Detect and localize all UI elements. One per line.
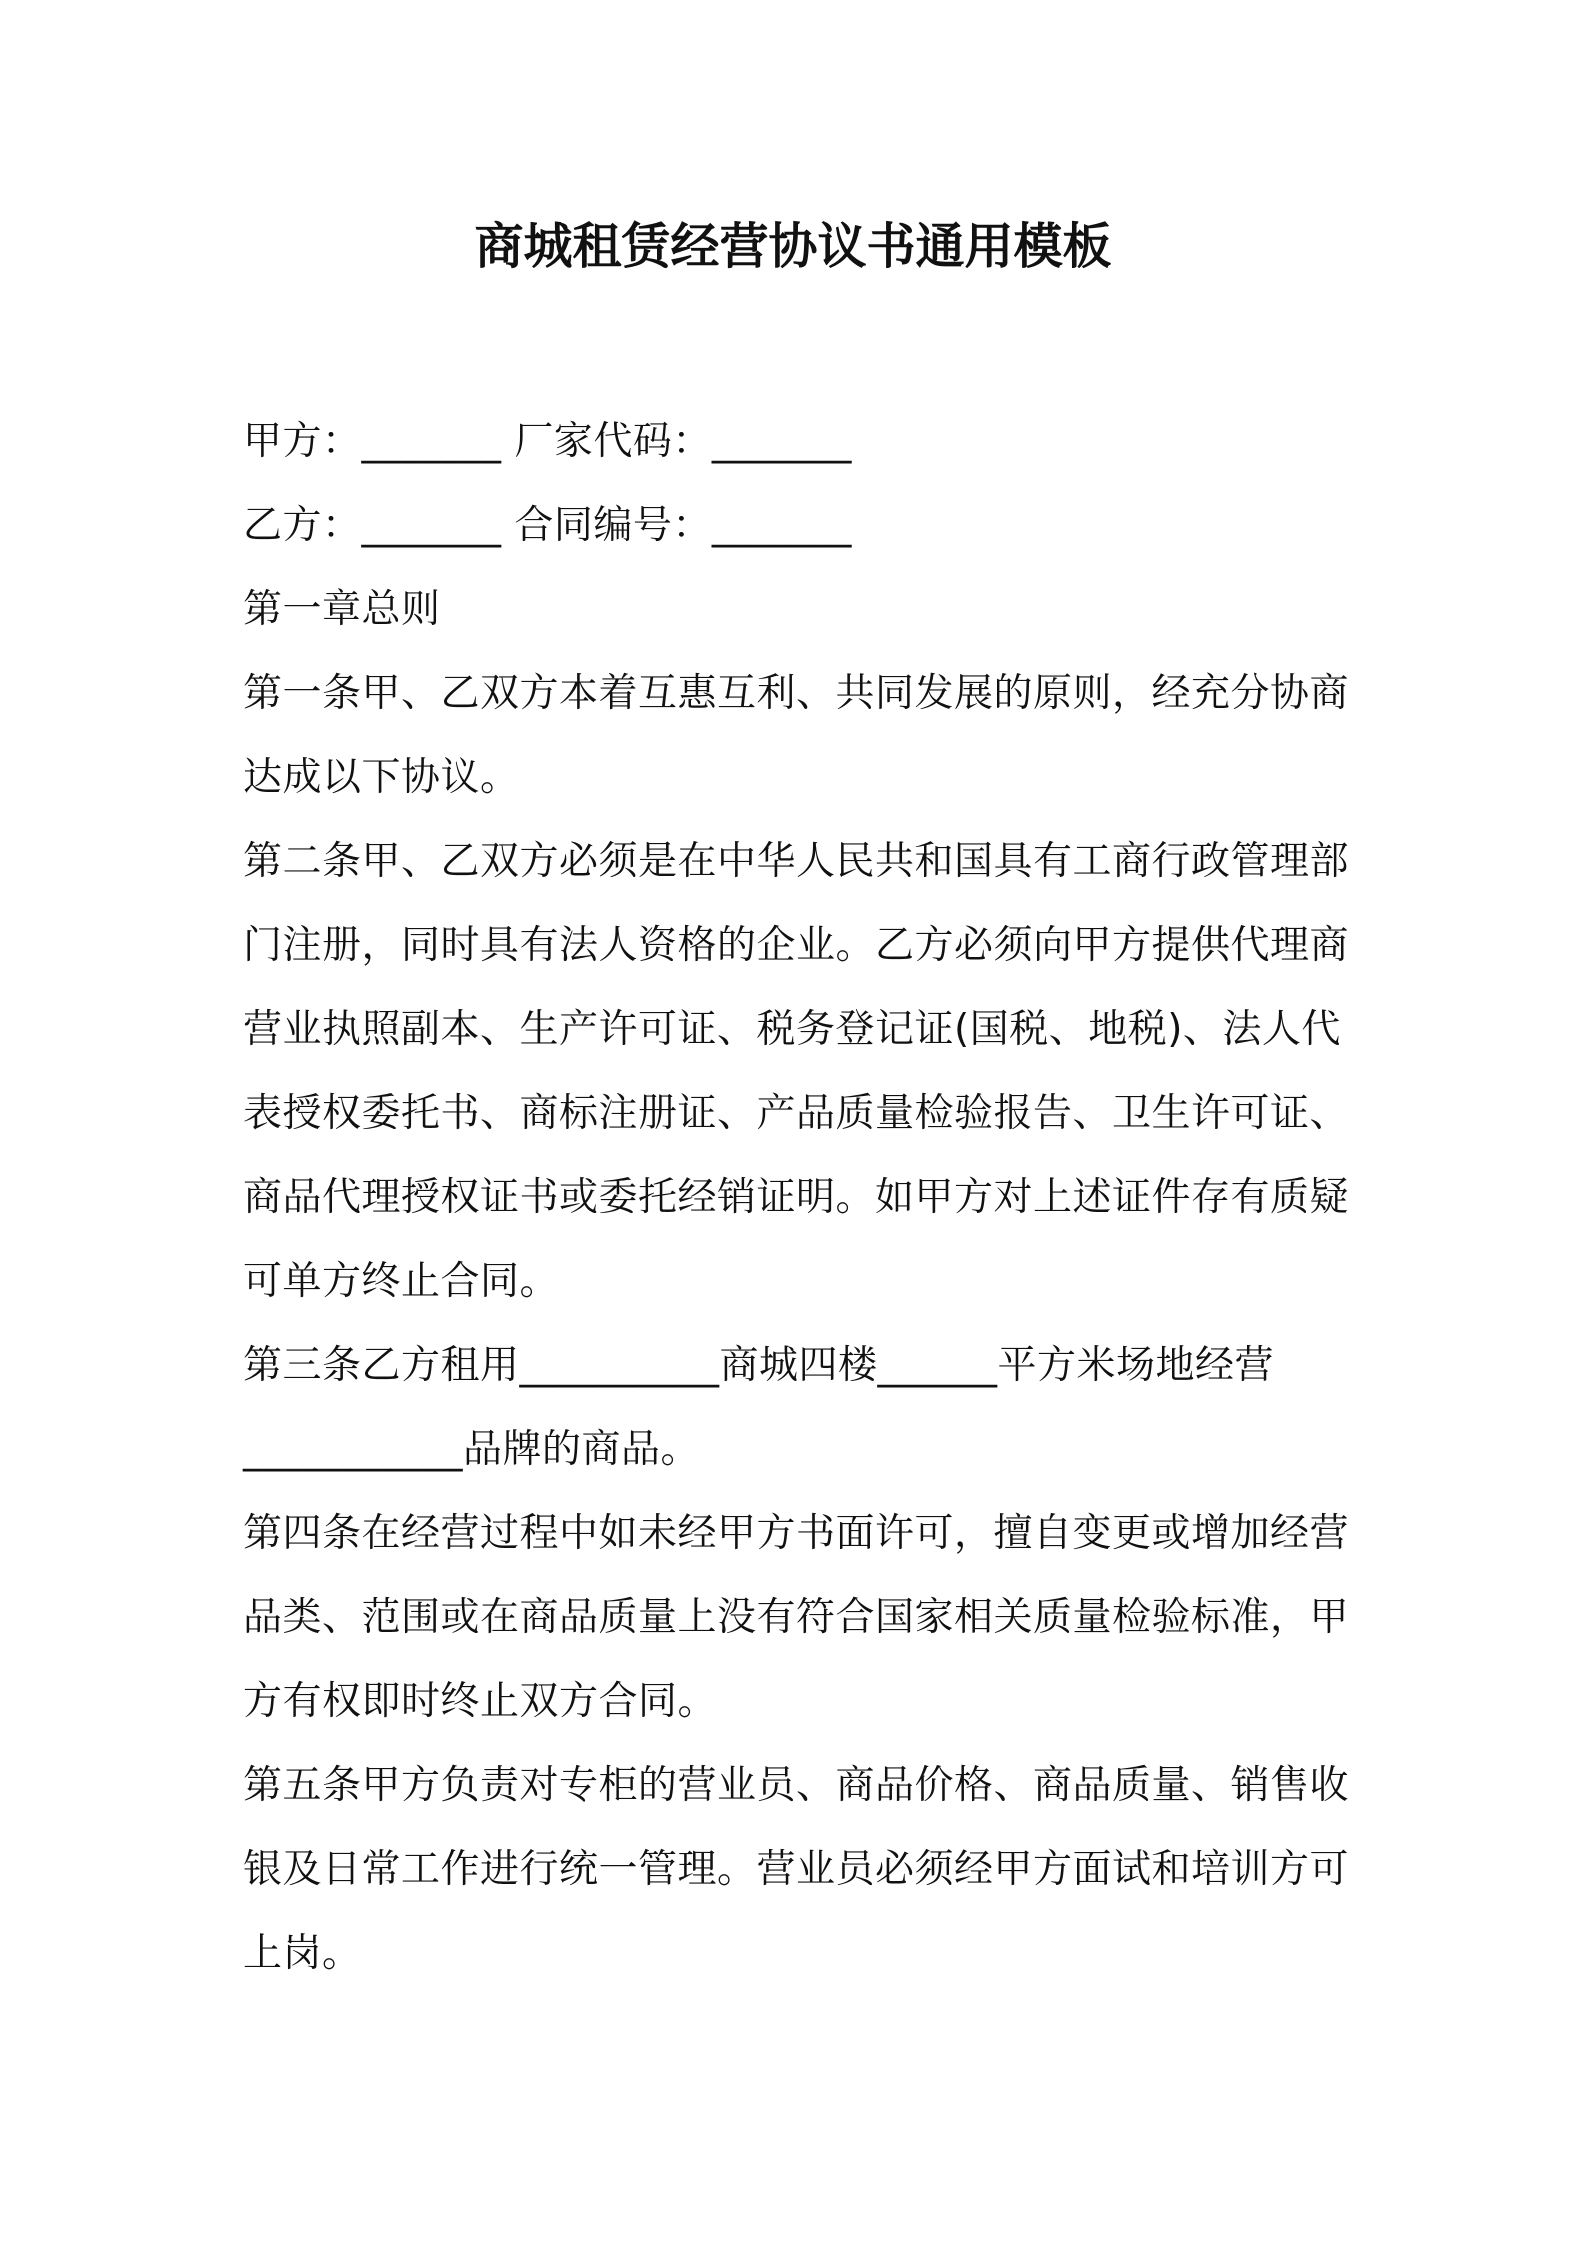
party-b-line: 乙方：_______ 合同编号：_______	[243, 503, 852, 548]
chapter-heading: 第一章总则	[243, 587, 441, 632]
article-2-line: 第二条甲、乙双方必须是在中华人民共和国具有工商行政管理部	[243, 839, 1350, 884]
article-1-line: 达成以下协议。	[243, 755, 520, 800]
article-2-line: 门注册，同时具有法人资格的企业。乙方必须向甲方提供代理商	[243, 923, 1350, 968]
article-2-line: 表授权委托书、商标注册证、产品质量检验报告、卫生许可证、	[243, 1091, 1350, 1136]
article-1-line: 第一条甲、乙双方本着互惠互利、共同发展的原则，经充分协商	[243, 671, 1350, 716]
document-body	[243, 400, 1353, 1996]
article-3-line: 第三条乙方租用__________商城四楼______平方米场地经营	[243, 1343, 1275, 1388]
article-5-line: 银及日常工作进行统一管理。营业员必须经甲方面试和培训方可	[243, 1847, 1350, 1892]
article-4-line: 第四条在经营过程中如未经甲方书面许可，擅自变更或增加经营	[243, 1511, 1350, 1556]
article-4-line: 品类、范围或在商品质量上没有符合国家相关质量检验标准，甲	[243, 1595, 1350, 1640]
article-5-line: 第五条甲方负责对专柜的营业员、商品价格、商品质量、销售收	[243, 1763, 1350, 1808]
party-a-line: 甲方：_______ 厂家代码：_______	[243, 419, 852, 464]
article-3-line: ___________品牌的商品。	[243, 1427, 701, 1472]
article-5-line: 上岗。	[243, 1931, 362, 1976]
document-title: 商城租赁经营协议书通用模板	[474, 218, 1112, 275]
article-4-line: 方有权即时终止双方合同。	[243, 1679, 718, 1724]
article-2-line: 商品代理授权证书或委托经销证明。如甲方对上述证件存有质疑	[243, 1175, 1350, 1220]
article-2-line: 可单方终止合同。	[243, 1259, 560, 1304]
article-2-line: 营业执照副本、生产许可证、税务登记证(国税、地税)、法人代	[243, 1007, 1341, 1052]
